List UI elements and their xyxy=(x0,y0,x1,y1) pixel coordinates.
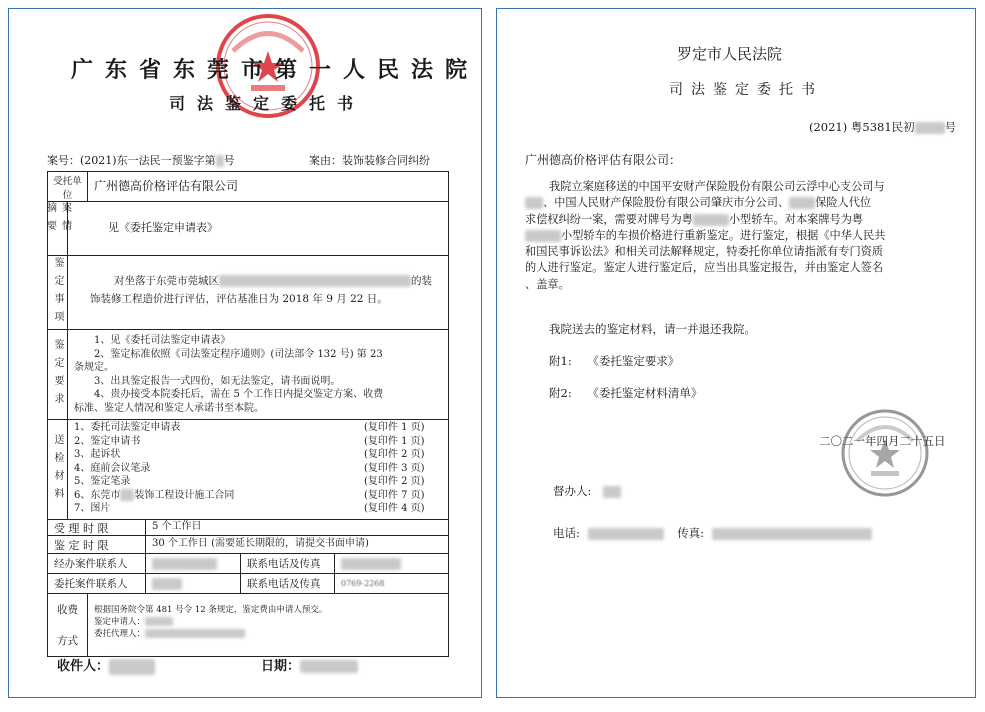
req-line-3: 条规定。 xyxy=(74,362,114,373)
matter-line1: 对坐落于东莞市莞城区 xyxy=(114,275,219,287)
row-fee xyxy=(48,594,448,656)
doc-title: 司法鉴定委托书 xyxy=(669,82,823,98)
attachment-1-title: 《委托鉴定要求》 xyxy=(587,354,680,368)
handling-contact-value xyxy=(146,554,241,573)
phone1-value xyxy=(335,554,448,573)
row-appraise-limit xyxy=(48,536,448,554)
receive-date-label: 日期： xyxy=(261,659,301,674)
para-line: 的人进行鉴定。鉴定人进行鉴定后，应当出具鉴定报告，并由鉴定人签名 xyxy=(525,261,884,275)
phone-label: 电话: xyxy=(553,526,580,540)
para-line: 我院立案庭移送的中国平安财产保险股份有限公司云浮中心支公司与 xyxy=(549,180,885,193)
matter-label: 鉴定事项 xyxy=(48,256,68,329)
accept-limit-value: 5 个工作日 xyxy=(152,521,202,532)
receiver xyxy=(57,655,155,675)
fee-line3: 委托代理人： xyxy=(94,628,442,640)
appraise-limit-value: 30 个工作日 (需要延长期限的，请提交书面申请) xyxy=(152,538,369,549)
contact-line xyxy=(553,525,872,541)
addressee: 广州德高价格评估有限公司： xyxy=(525,153,682,167)
receiver-label: 收件人： xyxy=(57,659,110,674)
para-line: 和国民事诉讼法》和相关司法解释规定，特委托你单位请指派有专门资质 xyxy=(525,245,884,259)
case-number xyxy=(809,119,956,135)
return-note: 我院送去的鉴定材料，请一并退还我院。 xyxy=(549,322,756,336)
court-name: 罗定市人民法院 xyxy=(677,45,783,63)
left-document-page xyxy=(8,8,482,698)
body-paragraph xyxy=(525,179,955,293)
row-summary xyxy=(44,202,448,256)
attachment-2-label: 附2: xyxy=(549,386,572,400)
handling-contact-label: 经办案件联系人 xyxy=(48,554,146,573)
grey-court-seal-icon xyxy=(839,407,931,499)
req-line-1: 1、见《委托司法鉴定申请表》 xyxy=(94,335,231,346)
req-line-6: 标准、鉴定人情况和鉴定人承诺书至本院。 xyxy=(74,402,264,414)
redacted-phone xyxy=(588,528,664,540)
row-matter xyxy=(48,256,448,330)
req-line-2: 2、鉴定标准依照《司法鉴定程序通则》(司法部令 132 号) 第 23 xyxy=(94,348,383,360)
material-item: 4、庭前会议笔录 (复印件 3 页) xyxy=(74,462,425,474)
material-item: 5、鉴定笔录 (复印件 2 页) xyxy=(74,476,425,487)
materials-list xyxy=(68,420,448,519)
receive-date xyxy=(261,655,358,674)
phone1-label: 联系电话及传真 xyxy=(241,554,335,573)
requirements-value xyxy=(68,330,448,419)
case-number-text: 案号：(2021)东一法民一预鉴字第 xyxy=(47,154,216,167)
phone2-label: 联系电话及传真 xyxy=(241,574,335,593)
redacted-mark xyxy=(216,155,224,167)
row-handling-contact xyxy=(48,554,448,574)
matter-line1-end: 的装 xyxy=(411,275,432,287)
entrusted-value: 广州德高价格评估有限公司 xyxy=(94,179,239,193)
redacted-handler xyxy=(603,486,621,498)
handler-label: 督办人: xyxy=(553,484,592,498)
entrust-contact-label: 委托案件联系人 xyxy=(48,574,146,593)
req-line-4: 3、出具鉴定报告一式四份，如无法鉴定，请书面说明。 xyxy=(94,375,341,387)
fee-line1: 根据国务院令第 481 号令 12 条规定，鉴定费由申请人预交。 xyxy=(94,605,328,615)
matter-value xyxy=(68,256,448,329)
fee-label: 收费 方式 xyxy=(48,594,88,656)
attachment-1 xyxy=(549,353,679,369)
row-accept-limit xyxy=(48,520,448,536)
accept-limit-label: 受 理 时 限 xyxy=(48,520,146,535)
redacted-receiver xyxy=(109,659,155,675)
right-document-page xyxy=(496,8,976,698)
req-line-5: 4、贵办接受本院委托后，需在 5 个工作日内提交鉴定方案、收费 xyxy=(94,389,384,400)
fee-line2: 鉴定申请人： xyxy=(94,616,442,628)
material-item: 6、东莞市 装饰工程设计施工合同 (复印件 7 页) xyxy=(74,489,425,501)
redacted-fax xyxy=(712,528,872,540)
row-entrust-contact xyxy=(48,574,448,594)
attachment-2 xyxy=(549,385,702,401)
case-number-text: (2021) 粤5381民初 xyxy=(809,120,915,134)
commission-form-table xyxy=(44,171,449,657)
case-number xyxy=(47,152,235,168)
attachment-2-title: 《委托鉴定材料清单》 xyxy=(587,386,703,400)
requirements-label: 鉴定要求 xyxy=(48,330,68,419)
matter-line2: 饰装修工程造价进行评估，评估基准日为 2018 年 9 月 22 日。 xyxy=(90,293,388,305)
materials-label: 送检材料 xyxy=(48,420,68,519)
court-title: 广东省东莞市第一人民法院 xyxy=(71,57,480,83)
redacted-date xyxy=(300,660,358,673)
entrust-contact-value xyxy=(146,574,241,593)
row-materials xyxy=(48,420,448,520)
para-line: 小型轿车的车损价格进行重新鉴定。进行鉴定，根据《中华人民共 xyxy=(525,228,955,244)
summary-label: 案情摘要 xyxy=(48,202,68,255)
row-requirements xyxy=(48,330,448,420)
summary-value: 见《委托鉴定申请表》 xyxy=(108,221,218,234)
handler xyxy=(553,483,621,499)
entrusted-label: 受托单位 xyxy=(48,172,88,201)
redacted-address xyxy=(219,275,411,287)
case-number-suffix: 号 xyxy=(223,154,235,167)
para-line: 求偿权纠纷一案，需要对牌号为粤 小型轿车。对本案牌号为粤 xyxy=(525,212,864,226)
phone2-value: 0769-2268 xyxy=(341,579,385,588)
redacted-mark xyxy=(915,122,945,134)
para-line: 、盖章。 xyxy=(525,277,570,291)
fax-label: 传真: xyxy=(677,526,705,540)
case-number-suffix: 号 xyxy=(944,120,957,134)
material-item: 1、委托司法鉴定申请表 (复印件 1 页) xyxy=(74,422,425,433)
fee-value xyxy=(88,594,448,656)
case-cause: 案由：装饰装修合同纠纷 xyxy=(309,154,430,167)
material-item: 2、鉴定申请书 (复印件 1 页) xyxy=(74,435,425,447)
attachment-1-label: 附1: xyxy=(549,354,572,368)
material-item: 7、图片 (复印件 4 页) xyxy=(74,503,425,514)
row-entrusted xyxy=(48,172,448,202)
appraise-limit-label: 鉴 定 时 限 xyxy=(48,536,146,553)
para-line: 、中国人民财产保险股份有限公司肇庆市分公司、 保险人代位 xyxy=(525,195,955,211)
issue-date: 二〇二一年四月二十五日 xyxy=(819,434,946,448)
doc-title: 司法鉴定委托书 xyxy=(169,94,366,113)
material-item: 3、起诉状 (复印件 2 页) xyxy=(74,449,425,460)
